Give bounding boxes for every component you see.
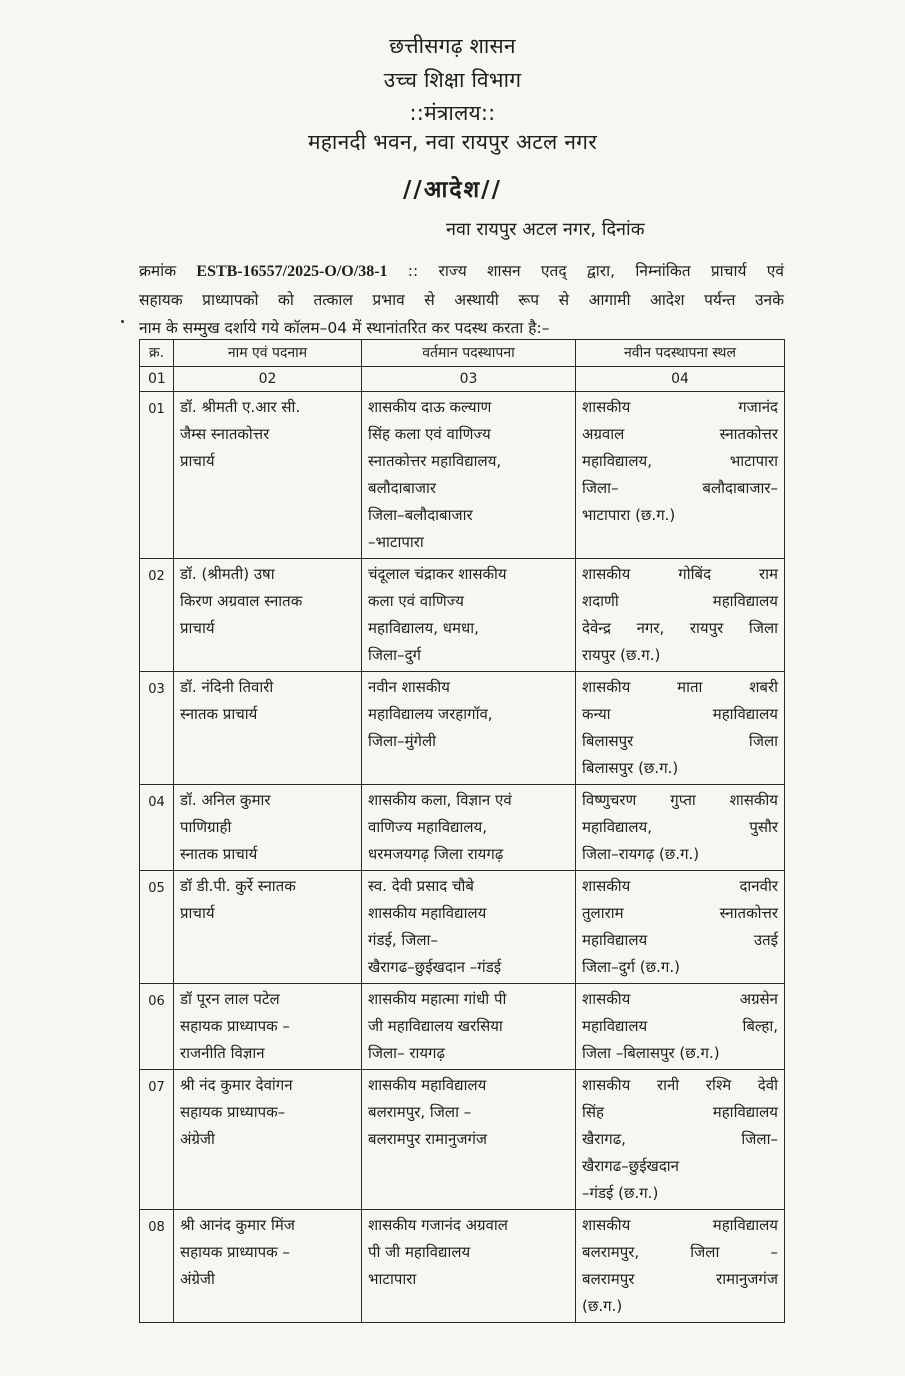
current-posting-line: खैरागढ–छुईखदान –गंडई bbox=[368, 958, 502, 976]
new-posting-line: जिला –बिलासपुर (छ.ग.) bbox=[582, 1044, 720, 1062]
new-posting-cell bbox=[576, 1070, 785, 1210]
new-posting-line: शासकीय गजानंद bbox=[582, 398, 778, 416]
department-heading: उच्च शिक्षा विभाग bbox=[383, 68, 522, 92]
name-designation-cell bbox=[174, 559, 362, 672]
current-posting-line: कला एवं वाणिज्य bbox=[368, 592, 464, 610]
name-designation-cell bbox=[174, 984, 362, 1070]
current-posting-line: शासकीय दाऊ कल्याण bbox=[368, 398, 492, 416]
new-posting-line: –गंडई (छ.ग.) bbox=[582, 1184, 659, 1202]
name-designation-cell bbox=[174, 871, 362, 984]
current-posting-line: बलौदाबाजार bbox=[368, 479, 437, 497]
new-posting-line: महाविद्यालय बिल्हा, bbox=[582, 1017, 778, 1035]
current-posting-cell bbox=[362, 785, 576, 871]
table-row bbox=[140, 785, 785, 871]
current-posting-cell bbox=[362, 871, 576, 984]
name-designation-line: सहायक प्राध्यापक– bbox=[180, 1103, 286, 1121]
new-posting-line: शासकीय दानवीर bbox=[582, 877, 778, 895]
new-posting-line: शासकीय माता शबरी bbox=[582, 678, 778, 696]
name-designation-line: प्राचार्य bbox=[180, 904, 215, 922]
order-title: //आदेश// bbox=[403, 177, 502, 203]
name-designation-line: डॉ पूरन लाल पटेल bbox=[180, 990, 280, 1008]
table-row bbox=[140, 1210, 785, 1323]
new-posting-line: महाविद्यालय, भाटापारा bbox=[582, 452, 778, 470]
current-posting-line: स्व. देवी प्रसाद चौबे bbox=[368, 877, 474, 895]
current-posting-line: चंदूलाल चंद्राकर शासकीय bbox=[368, 565, 507, 583]
table-row bbox=[140, 672, 785, 785]
name-designation-line: स्नातक प्राचार्य bbox=[180, 845, 258, 863]
header-serial: क्र. bbox=[140, 340, 174, 367]
name-designation-line: किरण अग्रवाल स्नातक bbox=[180, 592, 303, 610]
intro-line-1 bbox=[139, 257, 784, 286]
new-posting-line: शासकीय अग्रसेन bbox=[582, 990, 778, 1008]
ministry-heading: ::मंत्रालय:: bbox=[409, 101, 496, 125]
header-current-posting: वर्तमान पदस्थापना bbox=[362, 340, 576, 367]
transfer-table bbox=[139, 339, 785, 1323]
name-designation-cell bbox=[174, 1210, 362, 1323]
new-posting-line: बिलासपुर जिला bbox=[582, 732, 778, 750]
name-designation-line: डॉ. (श्रीमती) उषा bbox=[180, 565, 275, 583]
current-posting-line: पी जी महाविद्यालय bbox=[368, 1243, 471, 1261]
column-number-1: 01 bbox=[140, 367, 174, 392]
current-posting-cell bbox=[362, 1070, 576, 1210]
name-designation-line: डॉ. नंदिनी तिवारी bbox=[180, 678, 274, 696]
current-posting-line: जिला–बलौदाबाजार bbox=[368, 506, 473, 524]
current-posting-line: जिला–दुर्ग bbox=[368, 646, 421, 664]
new-posting-line: बलरामपुर, जिला – bbox=[582, 1243, 778, 1261]
intro-line-1-rest: :: राज्य शासन एतद् द्वारा, निम्नांकित प्राचार्य एवं bbox=[387, 262, 784, 280]
new-posting-line: जिला–दुर्ग (छ.ग.) bbox=[582, 958, 680, 976]
column-number-3: 03 bbox=[362, 367, 576, 392]
new-posting-cell bbox=[576, 672, 785, 785]
name-designation-line: स्नातक प्राचार्य bbox=[180, 705, 258, 723]
serial-number-cell: 02 bbox=[140, 559, 174, 672]
name-designation-line: डॉ डी.पी. कुर्रे स्नातक bbox=[180, 877, 296, 895]
name-designation-line: श्री नंद कुमार देवांगन bbox=[180, 1076, 293, 1094]
new-posting-line: (छ.ग.) bbox=[582, 1297, 623, 1315]
serial-number-cell: 01 bbox=[140, 392, 174, 559]
order-number: ESTB-16557/2025-O/O/38-1 bbox=[196, 263, 388, 280]
new-posting-line: भाटापारा (छ.ग.) bbox=[582, 506, 676, 524]
name-designation-cell bbox=[174, 1070, 362, 1210]
current-posting-line: भाटापारा bbox=[368, 1270, 417, 1288]
name-designation-line: श्री आनंद कुमार मिंज bbox=[180, 1216, 295, 1234]
new-posting-line: अग्रवाल स्नातकोत्तर bbox=[582, 425, 778, 443]
current-posting-line: बलरामपुर, जिला – bbox=[368, 1103, 472, 1121]
order-intro-paragraph bbox=[139, 257, 784, 342]
name-designation-line: जैम्स स्नातकोत्तर bbox=[180, 425, 270, 443]
new-posting-line: शासकीय रानी रश्मि देवी bbox=[582, 1076, 778, 1094]
intro-line-2: सहायक प्राध्यापको को तत्काल प्रभाव से अस्थायी रूप से आगामी आदेश पर्यन्त उनके bbox=[139, 291, 784, 309]
name-designation-line: राजनीति विज्ञान bbox=[180, 1044, 265, 1062]
new-posting-line: जिला–रायगढ़ (छ.ग.) bbox=[582, 845, 700, 863]
table-row bbox=[140, 871, 785, 984]
new-posting-cell bbox=[576, 392, 785, 559]
serial-number-cell: 08 bbox=[140, 1210, 174, 1323]
table-row bbox=[140, 392, 785, 559]
current-posting-cell bbox=[362, 559, 576, 672]
ink-dot-mark bbox=[121, 320, 124, 323]
new-posting-line: बिलासपुर (छ.ग.) bbox=[582, 759, 679, 777]
serial-number-cell: 07 bbox=[140, 1070, 174, 1210]
intro-line-3: नाम के सम्मुख दर्शाये गये कॉलम–04 में स्थानांतरित कर पदस्थ करता है:– bbox=[139, 319, 550, 337]
column-number-2: 02 bbox=[174, 367, 362, 392]
name-designation-cell bbox=[174, 392, 362, 559]
new-posting-cell bbox=[576, 1210, 785, 1323]
current-posting-line: नवीन शासकीय bbox=[368, 678, 450, 696]
table-row bbox=[140, 559, 785, 672]
serial-number-cell: 06 bbox=[140, 984, 174, 1070]
column-number-4: 04 bbox=[576, 367, 785, 392]
column-number-row bbox=[140, 367, 785, 392]
current-posting-line: महाविद्यालय, धमधा, bbox=[368, 619, 479, 637]
new-posting-line: शासकीय महाविद्यालय bbox=[582, 1216, 778, 1234]
current-posting-line: जिला–मुंगेली bbox=[368, 732, 437, 750]
name-designation-line: अंग्रेजी bbox=[180, 1130, 215, 1148]
current-posting-line: जिला– रायगढ़ bbox=[368, 1044, 445, 1062]
serial-number-cell: 05 bbox=[140, 871, 174, 984]
current-posting-line: शासकीय महात्मा गांधी पी bbox=[368, 990, 507, 1008]
name-designation-line: प्राचार्य bbox=[180, 619, 215, 637]
address-heading: महानदी भवन, नवा रायपुर अटल नगर bbox=[308, 130, 597, 154]
current-posting-line: धरमजयगढ़ जिला रायगढ़ bbox=[368, 845, 504, 863]
serial-number-cell: 03 bbox=[140, 672, 174, 785]
new-posting-cell bbox=[576, 785, 785, 871]
current-posting-cell bbox=[362, 392, 576, 559]
current-posting-line: शासकीय महाविद्यालय bbox=[368, 904, 487, 922]
current-posting-line: महाविद्यालय जरहागॉव, bbox=[368, 705, 493, 723]
table-row bbox=[140, 1070, 785, 1210]
new-posting-line: विष्णुचरण गुप्ता शासकीय bbox=[582, 791, 778, 809]
current-posting-cell bbox=[362, 1210, 576, 1323]
name-designation-line: डॉ. अनिल कुमार bbox=[180, 791, 271, 809]
current-posting-line: स्नातकोत्तर महाविद्यालय, bbox=[368, 452, 502, 470]
current-posting-line: जी महाविद्यालय खरसिया bbox=[368, 1017, 503, 1035]
current-posting-cell bbox=[362, 984, 576, 1070]
current-posting-line: वाणिज्य महाविद्यालय, bbox=[368, 818, 488, 836]
new-posting-line: बलरामपुर रामानुजगंज bbox=[582, 1270, 778, 1288]
new-posting-line: देवेन्द्र नगर, रायपुर जिला bbox=[582, 619, 778, 637]
table-header-row bbox=[140, 340, 785, 367]
intro-prefix: क्रमांक bbox=[139, 262, 177, 280]
name-designation-cell bbox=[174, 785, 362, 871]
name-designation-line: प्राचार्य bbox=[180, 452, 215, 470]
current-posting-line: –भाटापारा bbox=[368, 533, 424, 551]
new-posting-line: तुलाराम स्नातकोत्तर bbox=[582, 904, 778, 922]
name-designation-line: अंग्रेजी bbox=[180, 1270, 215, 1288]
current-posting-line: सिंह कला एवं वाणिज्य bbox=[368, 425, 491, 443]
serial-number-cell: 04 bbox=[140, 785, 174, 871]
state-government-heading: छत्तीसगढ़ शासन bbox=[389, 34, 516, 58]
name-designation-cell bbox=[174, 672, 362, 785]
current-posting-line: गंडई, जिला– bbox=[368, 931, 438, 949]
new-posting-line: रायपुर (छ.ग.) bbox=[582, 646, 661, 664]
new-posting-cell bbox=[576, 871, 785, 984]
current-posting-line: शासकीय कला, विज्ञान एवं bbox=[368, 791, 512, 809]
current-posting-cell bbox=[362, 672, 576, 785]
new-posting-line: सिंह महाविद्यालय bbox=[582, 1103, 778, 1121]
new-posting-line: महाविद्यालय, पुसौर bbox=[582, 818, 778, 836]
name-designation-line: डॉ. श्रीमती ए.आर सी. bbox=[180, 398, 301, 416]
new-posting-line: महाविद्यालय उतई bbox=[582, 931, 778, 949]
header-new-posting: नवीन पदस्थापना स्थल bbox=[576, 340, 785, 367]
current-posting-line: शासकीय गजानंद अग्रवाल bbox=[368, 1216, 508, 1234]
new-posting-line: जिला– बलौदाबाजार– bbox=[582, 479, 778, 497]
name-designation-line: सहायक प्राध्यापक – bbox=[180, 1243, 290, 1261]
new-posting-line: कन्या महाविद्यालय bbox=[582, 705, 778, 723]
name-designation-line: पाणिग्राही bbox=[180, 818, 232, 836]
new-posting-cell bbox=[576, 984, 785, 1070]
place-date-line: नवा रायपुर अटल नगर, दिनांक bbox=[446, 219, 645, 240]
current-posting-line: बलरामपुर रामानुजगंज bbox=[368, 1130, 488, 1148]
new-posting-cell bbox=[576, 559, 785, 672]
new-posting-line: खैरागढ, जिला– bbox=[582, 1130, 778, 1148]
name-designation-line: सहायक प्राध्यापक – bbox=[180, 1017, 290, 1035]
new-posting-line: खैरागढ–छुईखदान bbox=[582, 1157, 680, 1175]
header-name-designation: नाम एवं पदनाम bbox=[174, 340, 362, 367]
new-posting-line: शासकीय गोबिंद राम bbox=[582, 565, 778, 583]
new-posting-line: शदाणी महाविद्यालय bbox=[582, 592, 778, 610]
table-row bbox=[140, 984, 785, 1070]
current-posting-line: शासकीय महाविद्यालय bbox=[368, 1076, 487, 1094]
